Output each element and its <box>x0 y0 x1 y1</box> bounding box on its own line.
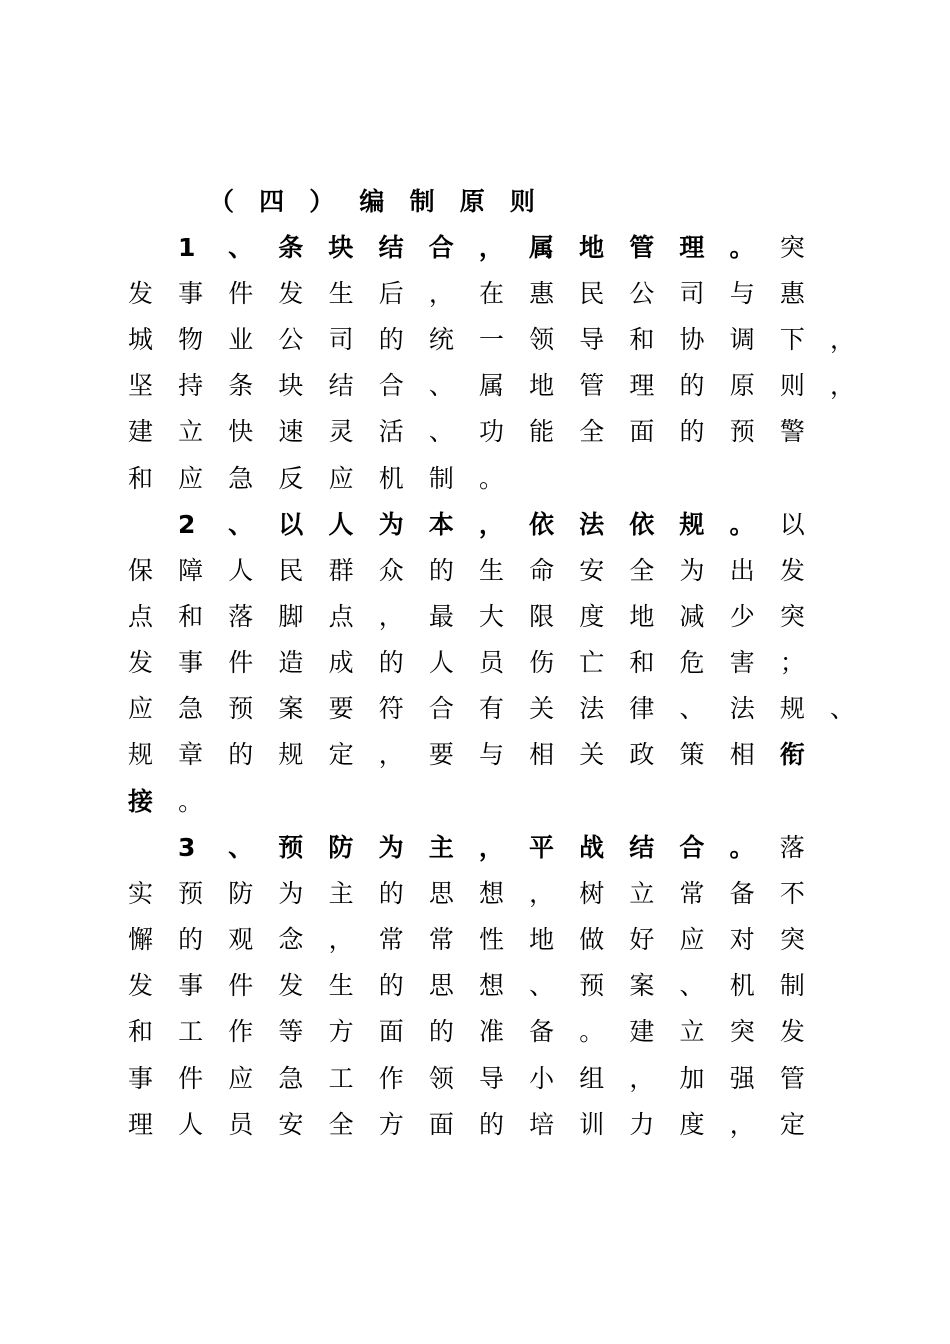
text-char: 造 <box>278 648 304 677</box>
text-char: 想 <box>478 879 504 908</box>
text-char: 制 <box>428 464 454 493</box>
text-char: 则 <box>779 371 805 400</box>
text-char: 管 <box>629 233 655 262</box>
text-char: 管 <box>779 1064 805 1093</box>
paragraph-1-line-6 <box>128 457 529 497</box>
text-char: 和 <box>128 1017 154 1046</box>
text-char: 应 <box>178 464 204 493</box>
text-char: 件 <box>228 971 254 1000</box>
text-char: 属 <box>528 233 554 262</box>
text-char: ， <box>529 879 555 908</box>
text-char: 急 <box>178 694 204 723</box>
text-char: 群 <box>328 556 354 585</box>
text-char: 为 <box>278 879 304 908</box>
text-char: 速 <box>278 417 304 446</box>
text-char: 律 <box>629 694 655 723</box>
text-char: 预 <box>579 971 605 1000</box>
text-char: 统 <box>428 325 454 354</box>
text-char: 突 <box>729 1017 755 1046</box>
text-char: 减 <box>679 602 705 631</box>
text-char: ， <box>829 325 855 354</box>
text-char: 3 <box>178 833 196 862</box>
text-char: 管 <box>579 371 605 400</box>
text-char: 限 <box>529 602 555 631</box>
text-char: 机 <box>378 464 404 493</box>
paragraph-3-line-7 <box>128 1103 830 1143</box>
text-char: 工 <box>178 1017 204 1046</box>
text-char: 脚 <box>278 602 304 631</box>
text-char: 策 <box>679 740 705 769</box>
text-char: 生 <box>328 971 354 1000</box>
text-char: 符 <box>378 694 404 723</box>
text-char: 急 <box>278 1064 304 1093</box>
text-char: 出 <box>729 556 755 585</box>
text-char: 活 <box>378 417 404 446</box>
text-char: 警 <box>779 417 805 446</box>
paragraph-3-line-6 <box>128 1057 830 1097</box>
text-char: 应 <box>679 925 705 954</box>
text-char: 突 <box>779 602 805 631</box>
text-char: 的 <box>178 925 204 954</box>
text-char: 员 <box>228 1110 254 1139</box>
text-char: 以 <box>779 510 805 539</box>
text-char: 以 <box>278 510 304 539</box>
text-char: 急 <box>228 464 254 493</box>
paragraph-1-line-1 <box>178 226 830 266</box>
text-char: 、 <box>428 417 454 446</box>
text-char: 案 <box>278 694 304 723</box>
text-char: 的 <box>428 1017 454 1046</box>
text-char: 。 <box>579 1017 605 1046</box>
text-char: 对 <box>729 925 755 954</box>
text-char: 原 <box>459 187 485 216</box>
text-char: 和 <box>128 464 154 493</box>
text-char: 、 <box>829 694 855 723</box>
text-char: 导 <box>478 1064 504 1093</box>
text-char: 四 <box>259 187 285 216</box>
text-char: 亡 <box>579 648 605 677</box>
text-char: 发 <box>779 1017 805 1046</box>
text-char: 平 <box>528 833 554 862</box>
text-char: 立 <box>629 879 655 908</box>
text-char: 常 <box>428 925 454 954</box>
text-char: 作 <box>228 1017 254 1046</box>
text-char: 要 <box>428 740 454 769</box>
text-char: 方 <box>328 1017 354 1046</box>
text-char: 突 <box>779 233 805 262</box>
text-char: 命 <box>529 556 555 585</box>
text-char: 导 <box>579 325 605 354</box>
text-char: 的 <box>378 971 404 1000</box>
text-char: 发 <box>128 279 154 308</box>
text-char: 安 <box>579 556 605 585</box>
text-char: 伤 <box>529 648 555 677</box>
text-char: 2 <box>178 510 196 539</box>
text-char: 司 <box>679 279 705 308</box>
text-char: 编 <box>359 187 385 216</box>
text-char: 制 <box>779 971 805 1000</box>
text-char: ， <box>729 1110 755 1139</box>
text-char: 、 <box>228 510 254 539</box>
text-char: 一 <box>478 325 504 354</box>
text-char: 的 <box>428 556 454 585</box>
paragraph-2-line-5 <box>128 687 880 727</box>
text-char: 生 <box>478 556 504 585</box>
text-char: ， <box>478 833 504 862</box>
text-char: 好 <box>629 925 655 954</box>
text-char: ， <box>478 510 504 539</box>
text-char: 应 <box>128 694 154 723</box>
text-char: 的 <box>378 325 404 354</box>
text-char: 、 <box>228 233 254 262</box>
text-char: 、 <box>679 694 705 723</box>
text-char: 最 <box>428 602 454 631</box>
text-char: 训 <box>579 1110 605 1139</box>
text-char: 调 <box>729 325 755 354</box>
text-char: 落 <box>779 833 805 862</box>
text-char: ， <box>478 233 504 262</box>
text-char: 民 <box>579 279 605 308</box>
paragraph-3-line-2 <box>128 872 830 912</box>
text-char: 立 <box>679 1017 705 1046</box>
text-char: 民 <box>278 556 304 585</box>
text-char: 作 <box>378 1064 404 1093</box>
text-char: 。 <box>729 233 755 262</box>
section-heading <box>209 182 560 218</box>
text-char: 人 <box>228 556 254 585</box>
text-char: 领 <box>428 1064 454 1093</box>
text-char: 在 <box>478 279 504 308</box>
text-char: 安 <box>278 1110 304 1139</box>
text-char: 物 <box>178 325 204 354</box>
text-char: ， <box>629 1064 655 1093</box>
text-char: 常 <box>378 925 404 954</box>
text-char: 法 <box>579 510 605 539</box>
text-char: 建 <box>629 1017 655 1046</box>
text-char: 度 <box>679 1110 705 1139</box>
paragraph-1-line-2 <box>128 272 830 312</box>
text-char: 备 <box>729 879 755 908</box>
text-char: 城 <box>128 325 154 354</box>
text-char: 件 <box>228 648 254 677</box>
text-char: 战 <box>579 833 605 862</box>
text-char: 应 <box>228 1064 254 1093</box>
text-char: 。 <box>729 510 755 539</box>
text-char: 规 <box>278 740 304 769</box>
text-char: 防 <box>328 833 354 862</box>
text-char: 原 <box>729 371 755 400</box>
text-char: 合 <box>428 233 454 262</box>
text-char: 结 <box>378 233 404 262</box>
text-char: 的 <box>378 879 404 908</box>
text-char: 、 <box>529 971 555 1000</box>
text-char: 工 <box>328 1064 354 1093</box>
text-char: 法 <box>579 694 605 723</box>
text-char: 后 <box>378 279 404 308</box>
text-char: 的 <box>228 740 254 769</box>
text-char: 为 <box>679 556 705 585</box>
paragraph-2-line-6 <box>128 733 830 773</box>
text-char: 加 <box>679 1064 705 1093</box>
text-char: 预 <box>228 694 254 723</box>
text-char: 惠 <box>529 279 555 308</box>
text-char: 地 <box>629 602 655 631</box>
text-char: 定 <box>779 1110 805 1139</box>
text-char: 关 <box>579 740 605 769</box>
text-char: 备 <box>529 1017 555 1046</box>
text-char: 章 <box>178 740 204 769</box>
text-char: ， <box>829 371 855 400</box>
text-char: 度 <box>579 602 605 631</box>
text-char: 应 <box>328 464 354 493</box>
text-char: 反 <box>278 464 304 493</box>
text-char: 全 <box>328 1110 354 1139</box>
text-char: 块 <box>328 233 354 262</box>
text-char: 依 <box>528 510 554 539</box>
text-char: 为 <box>378 833 404 862</box>
text-char: 惠 <box>779 279 805 308</box>
text-char: 准 <box>478 1017 504 1046</box>
text-char: 懈 <box>128 925 154 954</box>
text-char: 不 <box>779 879 805 908</box>
text-char: 业 <box>228 325 254 354</box>
text-char: 实 <box>128 879 154 908</box>
text-char: ， <box>378 740 404 769</box>
text-char: 地 <box>579 233 605 262</box>
text-char: 结 <box>328 371 354 400</box>
text-char: 主 <box>428 833 454 862</box>
text-char: 要 <box>328 694 354 723</box>
text-char: 面 <box>629 417 655 446</box>
text-char: 员 <box>478 648 504 677</box>
text-char: 众 <box>378 556 404 585</box>
text-char: 观 <box>228 925 254 954</box>
text-char: 思 <box>428 879 454 908</box>
paragraph-3-line-1 <box>178 826 830 866</box>
text-char: 害 <box>729 648 755 677</box>
text-char: 合 <box>428 694 454 723</box>
text-char: 人 <box>328 510 354 539</box>
text-char: 。 <box>478 464 504 493</box>
text-char: 发 <box>128 971 154 1000</box>
text-char: 发 <box>278 971 304 1000</box>
text-char: ） <box>309 187 335 216</box>
text-char: 则 <box>509 187 535 216</box>
text-char: 的 <box>478 1110 504 1139</box>
text-char: 强 <box>729 1064 755 1093</box>
text-char: 力 <box>629 1110 655 1139</box>
text-char: 件 <box>228 279 254 308</box>
text-char: 全 <box>579 417 605 446</box>
text-char: 本 <box>428 510 454 539</box>
text-char: 领 <box>529 325 555 354</box>
text-char: 属 <box>478 371 504 400</box>
paragraph-1-line-3 <box>128 318 880 358</box>
text-char: 依 <box>629 510 655 539</box>
text-char: 公 <box>629 279 655 308</box>
text-char: 大 <box>478 602 504 631</box>
text-char: 地 <box>529 925 555 954</box>
text-char: 全 <box>629 556 655 585</box>
text-char: 障 <box>178 556 204 585</box>
text-char: 法 <box>729 694 755 723</box>
text-char: 面 <box>378 1017 404 1046</box>
heading-line <box>209 180 560 220</box>
text-char: 。 <box>178 787 204 816</box>
text-char: 点 <box>128 602 154 631</box>
text-char: 思 <box>428 971 454 1000</box>
text-char: 防 <box>228 879 254 908</box>
text-char: 小 <box>529 1064 555 1093</box>
text-char: 事 <box>178 648 204 677</box>
text-char: 下 <box>779 325 805 354</box>
text-char: 理 <box>679 233 705 262</box>
text-char: 和 <box>178 602 204 631</box>
text-char: 为 <box>378 510 404 539</box>
text-char: 规 <box>128 740 154 769</box>
text-char: 常 <box>679 879 705 908</box>
paragraph-1-line-4 <box>128 364 880 404</box>
text-char: 方 <box>378 1110 404 1139</box>
text-char: 点 <box>328 602 354 631</box>
text-char: 面 <box>428 1110 454 1139</box>
text-char: 理 <box>629 371 655 400</box>
text-char: 培 <box>529 1110 555 1139</box>
paragraph-3-line-5 <box>128 1010 830 1050</box>
paragraph-3-line-3 <box>128 918 830 958</box>
text-char: 人 <box>428 648 454 677</box>
text-char: 合 <box>679 833 705 862</box>
paragraph-2-line-7 <box>128 780 228 820</box>
text-char: 人 <box>178 1110 204 1139</box>
text-char: 预 <box>278 833 304 862</box>
text-char: 预 <box>178 879 204 908</box>
text-char: （ <box>209 187 235 216</box>
text-char: 等 <box>278 1017 304 1046</box>
text-char: 公 <box>278 325 304 354</box>
text-char: 、 <box>228 833 254 862</box>
text-char: 块 <box>278 371 304 400</box>
paragraph-1-line-5 <box>128 410 830 450</box>
paragraph-2-line-4 <box>128 641 830 681</box>
text-char: 案 <box>629 971 655 1000</box>
text-char: 和 <box>629 648 655 677</box>
text-char: ， <box>328 925 354 954</box>
text-char: 功 <box>478 417 504 446</box>
text-char: 发 <box>779 556 805 585</box>
text-char: 司 <box>328 325 354 354</box>
text-char: ； <box>779 648 805 677</box>
text-char: 组 <box>579 1064 605 1093</box>
text-char: 持 <box>178 371 204 400</box>
text-char: 发 <box>278 279 304 308</box>
paragraph-2-line-2 <box>128 549 830 589</box>
paragraph-2-line-1 <box>178 503 830 543</box>
text-char: 突 <box>779 925 805 954</box>
text-char: 性 <box>478 925 504 954</box>
text-char: 件 <box>178 1064 204 1093</box>
paragraph-3-line-4 <box>128 964 830 1004</box>
text-char: 规 <box>679 510 705 539</box>
text-char: 坚 <box>128 371 154 400</box>
text-char: 关 <box>529 694 555 723</box>
text-char: 合 <box>378 371 404 400</box>
text-char: 事 <box>178 279 204 308</box>
text-char: 相 <box>729 740 755 769</box>
text-char: 理 <box>128 1110 154 1139</box>
text-char: 机 <box>729 971 755 1000</box>
text-char: 条 <box>278 233 304 262</box>
text-char: 协 <box>679 325 705 354</box>
text-char: 1 <box>178 233 196 262</box>
text-char: 能 <box>529 417 555 446</box>
text-char: 保 <box>128 556 154 585</box>
text-char: 有 <box>478 694 504 723</box>
text-char: 和 <box>629 325 655 354</box>
text-char: 规 <box>779 694 805 723</box>
text-char: 快 <box>228 417 254 446</box>
text-char: 发 <box>128 648 154 677</box>
text-char: 的 <box>679 371 705 400</box>
text-char: 建 <box>128 417 154 446</box>
text-char: 的 <box>679 417 705 446</box>
text-char: 相 <box>529 740 555 769</box>
text-char: 事 <box>128 1064 154 1093</box>
text-char: 树 <box>579 879 605 908</box>
text-char: ， <box>378 602 404 631</box>
text-char: 政 <box>629 740 655 769</box>
text-char: 制 <box>409 187 435 216</box>
text-char: 生 <box>328 279 354 308</box>
text-char: 想 <box>478 971 504 1000</box>
text-char: 与 <box>729 279 755 308</box>
text-char: 定 <box>328 740 354 769</box>
text-char: 衔 <box>779 740 805 769</box>
text-char: 成 <box>328 648 354 677</box>
text-char: 、 <box>428 371 454 400</box>
text-char: 条 <box>228 371 254 400</box>
text-char: ， <box>428 279 454 308</box>
text-char: 与 <box>478 740 504 769</box>
text-char: 立 <box>178 417 204 446</box>
text-char: 的 <box>378 648 404 677</box>
text-char: 念 <box>278 925 304 954</box>
text-char: 接 <box>128 787 154 816</box>
text-char: 事 <box>178 971 204 1000</box>
text-char: 做 <box>579 925 605 954</box>
text-char: 、 <box>679 971 705 1000</box>
text-char: 。 <box>729 833 755 862</box>
paragraph-2-line-3 <box>128 595 830 635</box>
text-char: 危 <box>679 648 705 677</box>
text-char: 地 <box>529 371 555 400</box>
text-char: 落 <box>228 602 254 631</box>
text-char: 少 <box>729 602 755 631</box>
text-char: 灵 <box>328 417 354 446</box>
text-char: 预 <box>729 417 755 446</box>
text-char: 主 <box>328 879 354 908</box>
text-char: 结 <box>629 833 655 862</box>
